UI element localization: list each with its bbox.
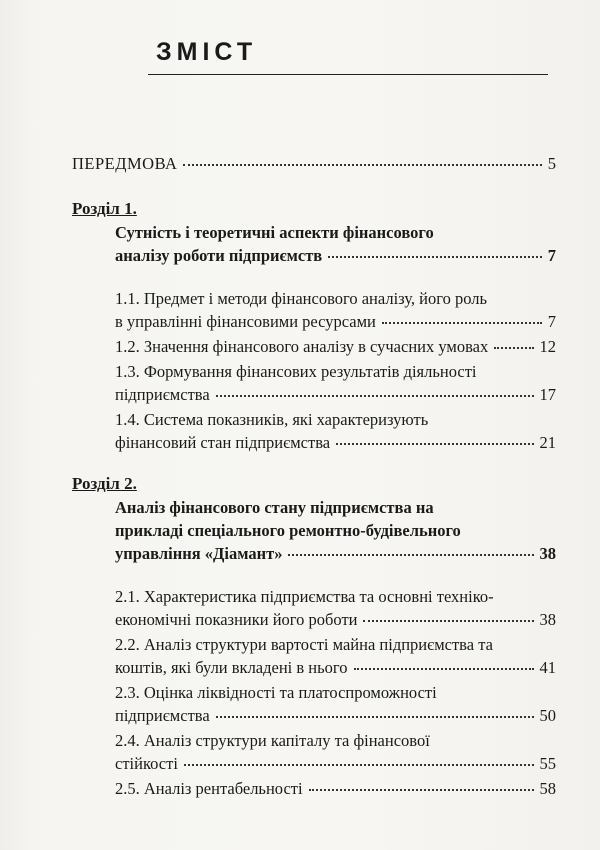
subsection-line: 2.2. Аналіз структури вартості майна підприємства та — [115, 635, 493, 654]
subsection-line — [115, 752, 556, 775]
section-spacer — [72, 456, 556, 472]
subsection-list — [72, 585, 556, 800]
toc-subsection — [115, 585, 556, 631]
toc-entry-text: аналізу роботи підприємств — [115, 246, 323, 265]
toc-page-number: 50 — [539, 706, 556, 725]
toc-page-number: 58 — [539, 779, 556, 798]
toc-entry-text: підприємства — [115, 706, 210, 725]
table-of-contents — [72, 152, 556, 802]
toc-subsection — [115, 408, 556, 454]
section-title-line: прикладі спеціального ремонтно-будівельного — [115, 521, 461, 540]
subsection-line: 1.4. Система показників, які характеризують — [115, 410, 429, 429]
toc-subsection — [115, 777, 556, 800]
subsection-line — [115, 704, 556, 727]
toc-entry-text: управління «Діамант» — [115, 544, 283, 563]
section-title-line — [115, 542, 556, 565]
dot-leader — [336, 442, 533, 445]
subsection-line — [115, 608, 556, 631]
toc-page-number: 17 — [539, 385, 556, 404]
toc-entry-text: в управлінні фінансовими ресурсами — [115, 312, 376, 331]
toc-subsection — [115, 360, 556, 406]
section-title — [72, 221, 556, 267]
toc-entry-text: 2.5. Аналіз рентабельності — [115, 779, 303, 798]
toc-subsection — [115, 681, 556, 727]
toc-entry-text: коштів, які були вкладені в нього — [115, 658, 348, 677]
toc-entry-text: підприємства — [115, 385, 210, 404]
dot-leader — [288, 553, 533, 556]
dot-leader — [183, 163, 541, 166]
subsection-line — [115, 777, 556, 800]
dot-leader — [354, 667, 534, 670]
heading-block — [148, 30, 548, 74]
subsection-line — [115, 656, 556, 679]
subsection-line: 2.3. Оцінка ліквідності та платоспроможності — [115, 683, 437, 702]
toc-page-number: 7 — [547, 246, 556, 265]
subsection-line: 2.4. Аналіз структури капіталу та фінансової — [115, 731, 430, 750]
dot-leader — [328, 255, 542, 258]
dot-leader — [216, 715, 534, 718]
title-underline — [148, 74, 548, 75]
subsection-line — [115, 310, 556, 333]
section-title-line: Сутність і теоретичні аспекти фінансового — [115, 223, 434, 242]
dot-leader — [382, 321, 542, 324]
subsection-line: 1.3. Формування фінансових результатів діяльності — [115, 362, 477, 381]
dot-leader — [363, 619, 533, 622]
toc-entry-text: 1.2. Значення фінансового аналізу в сучасних умовах — [115, 337, 489, 356]
toc-page-number: 5 — [547, 154, 556, 173]
toc-subsection — [115, 287, 556, 333]
toc-subsection — [115, 633, 556, 679]
subsection-line — [115, 431, 556, 454]
toc-section — [72, 472, 556, 800]
dot-leader — [216, 394, 534, 397]
section-label: Розділ 2. — [72, 474, 137, 493]
toc-page-number: 38 — [539, 544, 556, 563]
section-label: Розділ 1. — [72, 199, 137, 218]
section-title-line — [115, 244, 556, 267]
toc-section — [72, 197, 556, 454]
subsection-line: 1.1. Предмет і методи фінансового аналізу, його роль — [115, 289, 488, 308]
toc-page-number: 21 — [539, 433, 556, 452]
toc-page-number: 38 — [539, 610, 556, 629]
subsection-line — [115, 383, 556, 406]
dot-leader — [494, 346, 533, 349]
toc-page-number: 55 — [539, 754, 556, 773]
toc-page-number: 12 — [539, 337, 556, 356]
toc-entry-text: стійкості — [115, 754, 178, 773]
toc-entry-label: ПЕРЕДМОВА — [72, 154, 178, 173]
dot-leader — [309, 788, 534, 791]
toc-entry-preface — [72, 152, 556, 175]
section-title — [72, 496, 556, 565]
dot-leader — [184, 763, 534, 766]
toc-entry-text: фінансовий стан підприємства — [115, 433, 331, 452]
section-title-line: Аналіз фінансового стану підприємства на — [115, 498, 434, 517]
toc-subsection — [115, 729, 556, 775]
subsection-list — [72, 287, 556, 454]
toc-subsection — [115, 335, 556, 358]
toc-sections — [72, 197, 556, 800]
toc-page-number: 41 — [539, 658, 556, 677]
toc-entry-text: економічні показники його роботи — [115, 610, 358, 629]
page-title: ЗМІСТ — [156, 38, 258, 66]
toc-page-number: 7 — [547, 312, 556, 331]
subsection-line — [115, 335, 556, 358]
subsection-line: 2.1. Характеристика підприємства та основні техніко- — [115, 587, 494, 606]
